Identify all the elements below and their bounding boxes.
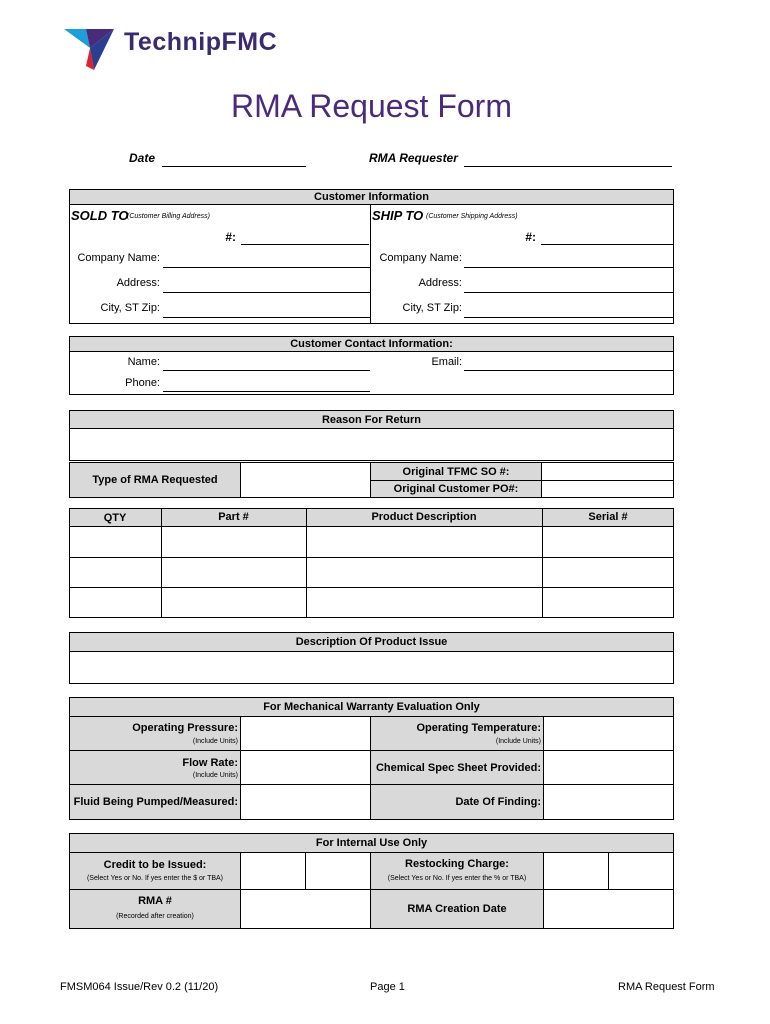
credit-note: (Select Yes or No. If yes enter the $ or TBA) bbox=[86, 875, 224, 882]
temperature-label: Operating Temperature: bbox=[416, 722, 541, 734]
finding-label: Date Of Finding: bbox=[455, 796, 541, 808]
contact-header: Customer Contact Information: bbox=[69, 336, 674, 352]
company-logo bbox=[64, 26, 314, 72]
items-col-divider-3 bbox=[542, 508, 543, 618]
chem-label: Chemical Spec Sheet Provided: bbox=[375, 762, 541, 774]
pressure-units-note: (Include Units) bbox=[192, 738, 238, 745]
sold-to-number-field[interactable] bbox=[241, 230, 369, 245]
flow-field[interactable] bbox=[240, 750, 371, 785]
customer-po-label bbox=[370, 480, 542, 498]
flow-label: Flow Rate: bbox=[182, 757, 238, 769]
fluid-field[interactable] bbox=[240, 784, 371, 820]
flow-units-note: (Include Units) bbox=[192, 772, 238, 779]
temperature-field[interactable] bbox=[543, 716, 674, 751]
rma-date-field[interactable] bbox=[543, 889, 674, 929]
restock-yesno-field[interactable] bbox=[543, 852, 609, 890]
rma-type-text: Type of RMA Requested bbox=[92, 474, 218, 486]
ship-company-label: Company Name: bbox=[379, 252, 462, 264]
credit-yesno-field[interactable] bbox=[240, 852, 306, 890]
sold-company-field[interactable] bbox=[163, 253, 370, 268]
sold-address-field[interactable] bbox=[163, 278, 370, 293]
contact-name-label: Name: bbox=[127, 356, 160, 368]
items-row-divider-2 bbox=[69, 587, 674, 588]
tfmc-so-label bbox=[370, 462, 542, 481]
tfmc-so-text: Original TFMC SO #: bbox=[402, 465, 510, 478]
sold-city-label: City, ST Zip: bbox=[100, 302, 160, 314]
items-col-divider-2 bbox=[306, 508, 307, 618]
rma-number-field[interactable] bbox=[240, 889, 371, 929]
sold-to-note: (Customer Billing Address) bbox=[127, 213, 210, 220]
qty-header: QTY bbox=[103, 512, 127, 524]
customer-po-field[interactable] bbox=[541, 480, 674, 498]
credit-amount-field[interactable] bbox=[305, 852, 371, 890]
contact-name-field[interactable] bbox=[163, 356, 370, 371]
rma-date-label: RMA Creation Date bbox=[407, 903, 507, 915]
footer-form-id: FMSM064 Issue/Rev 0.2 (11/20) bbox=[60, 981, 219, 993]
requester-label: RMA Requester bbox=[369, 151, 458, 165]
date-label: Date bbox=[129, 151, 156, 165]
restock-label: Restocking Charge: bbox=[405, 858, 509, 870]
items-col-divider-1 bbox=[161, 508, 162, 618]
credit-label-cell bbox=[69, 852, 241, 890]
customer-po-text: Original Customer PO#: bbox=[393, 483, 519, 495]
rma-number-label: RMA # bbox=[138, 895, 172, 907]
contact-phone-label: Phone: bbox=[125, 377, 160, 389]
sold-to-number-label: #: bbox=[225, 230, 236, 244]
contact-email-field[interactable] bbox=[464, 356, 673, 371]
description-header: Product Description bbox=[371, 511, 477, 523]
logo-mark-icon bbox=[64, 26, 114, 72]
temperature-units-note: (Include Units) bbox=[495, 738, 541, 745]
ship-city-field[interactable] bbox=[464, 303, 673, 318]
sold-to-label: SOLD TO bbox=[71, 208, 129, 223]
internal-header: For Internal Use Only bbox=[69, 833, 674, 853]
ship-city-label: City, ST Zip: bbox=[402, 302, 462, 314]
contact-email-label: Email: bbox=[431, 356, 462, 368]
contact-phone-field[interactable] bbox=[163, 377, 370, 392]
ship-to-label: SHIP TO bbox=[372, 208, 424, 223]
sold-address-label: Address: bbox=[116, 277, 160, 289]
footer-page-number: Page 1 bbox=[370, 981, 405, 993]
pressure-label: Operating Pressure: bbox=[132, 722, 238, 734]
ship-to-number-field[interactable] bbox=[541, 230, 673, 245]
customer-info-divider bbox=[370, 204, 371, 324]
sold-company-label: Company Name: bbox=[77, 252, 160, 264]
part-header: Part # bbox=[218, 511, 249, 523]
items-row-divider-1 bbox=[69, 557, 674, 558]
logo-text: TechnipFMC bbox=[124, 28, 278, 56]
date-field[interactable] bbox=[162, 152, 306, 167]
reason-header: Reason For Return bbox=[69, 410, 674, 429]
ship-to-note: (Customer Shipping Address) bbox=[426, 213, 518, 220]
ship-address-field[interactable] bbox=[464, 278, 673, 293]
restock-amount-field[interactable] bbox=[608, 852, 674, 890]
sold-city-field[interactable] bbox=[163, 303, 370, 318]
reason-text-area[interactable] bbox=[69, 428, 674, 461]
requester-field[interactable] bbox=[464, 152, 672, 167]
rma-number-note: (Recorded after creation) bbox=[116, 913, 194, 920]
restock-note: (Select Yes or No. If yes enter the % or TBA) bbox=[387, 875, 527, 882]
mech-header: For Mechanical Warranty Evaluation Only bbox=[69, 697, 674, 717]
issue-header: Description Of Product Issue bbox=[69, 632, 674, 652]
items-body bbox=[69, 526, 674, 618]
finding-field[interactable] bbox=[543, 784, 674, 820]
customer-info-header: Customer Information bbox=[69, 189, 674, 205]
pressure-field[interactable] bbox=[240, 716, 371, 751]
rma-type-label bbox=[69, 462, 241, 498]
issue-text-area[interactable] bbox=[69, 651, 674, 684]
credit-label: Credit to be Issued: bbox=[103, 859, 207, 871]
ship-to-number-label: #: bbox=[525, 230, 536, 244]
footer-form-name: RMA Request Form bbox=[618, 981, 715, 993]
rma-type-field[interactable] bbox=[240, 462, 371, 498]
tfmc-so-field[interactable] bbox=[541, 462, 674, 481]
chem-field[interactable] bbox=[543, 750, 674, 785]
serial-header: Serial # bbox=[588, 511, 628, 523]
ship-address-label: Address: bbox=[418, 277, 462, 289]
fluid-label: Fluid Being Pumped/Measured: bbox=[73, 796, 238, 808]
page-title: RMA Request Form bbox=[231, 88, 512, 124]
ship-company-field[interactable] bbox=[464, 253, 673, 268]
